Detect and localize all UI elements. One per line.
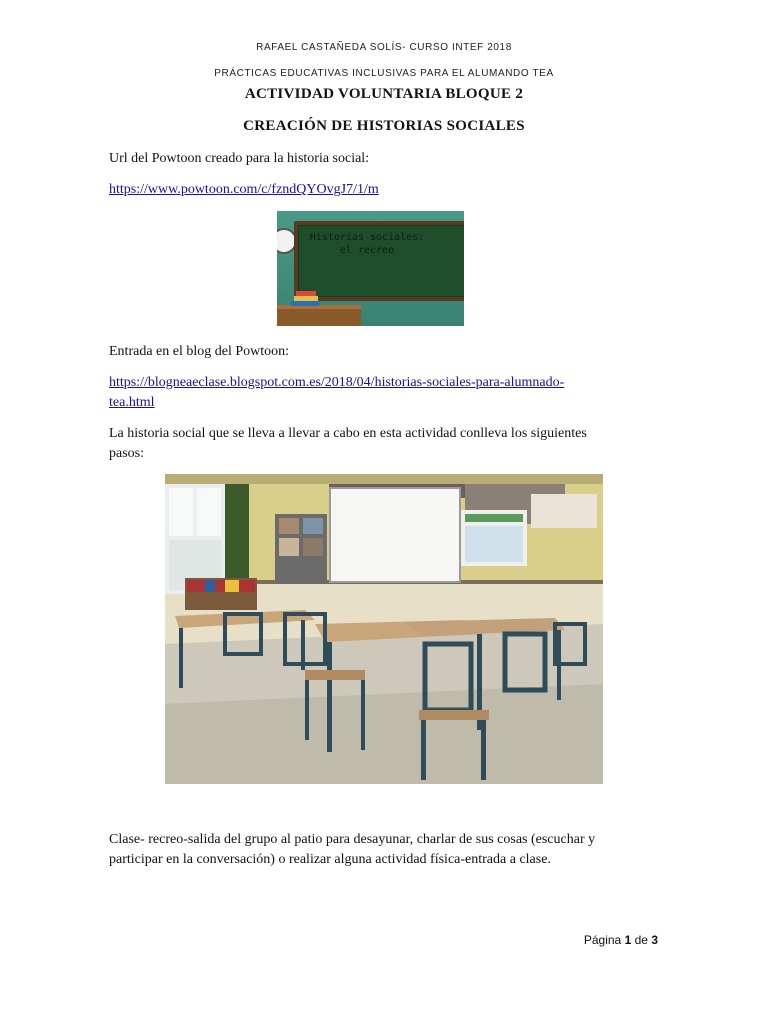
books-icon xyxy=(291,293,319,307)
topic-title: CREACIÓN DE HISTORIAS SOCIALES xyxy=(243,118,525,134)
powtoon-link[interactable]: https://www.powtoon.com/c/fzndQYOvgJ7/1/m xyxy=(109,182,379,197)
page-current: 1 xyxy=(624,933,632,947)
page-of: de xyxy=(634,933,648,947)
description-line2: participar en la conversación) o realizar alguna actividad física-entrada a clase. xyxy=(109,852,551,867)
chalkboard-text-line2: el recreo xyxy=(339,245,395,256)
page-label: Página xyxy=(583,933,622,947)
page-number xyxy=(584,933,658,947)
header-course-line: PRÁCTICAS EDUCATIVAS INCLUSIVAS PARA EL ALUMANDO TEA xyxy=(214,68,554,79)
classroom-illustration xyxy=(165,474,603,784)
steps-intro-line2: pasos: xyxy=(109,446,144,461)
blog-intro: Entrada en el blog del Powtoon: xyxy=(109,344,290,359)
powtoon-thumbnail[interactable] xyxy=(277,211,464,326)
description-line1: Clase- recreo-salida del grupo al patio para desayunar, charlar de sus cosas (escuchar y xyxy=(109,832,596,847)
activity-title: ACTIVIDAD VOLUNTARIA BLOQUE 2 xyxy=(244,86,524,102)
chalkboard-text-line1: Historias sociales: xyxy=(309,232,425,243)
blog-link-line1[interactable]: https://blogneaeclase.blogspot.com.es/2018/04/historias-sociales-para-alumnado- xyxy=(109,375,565,390)
header-author-line: RAFAEL CASTAÑEDA SOLÍS- CURSO INTEF 2018 xyxy=(256,42,512,53)
chalkboard-text xyxy=(307,231,427,257)
powtoon-intro: Url del Powtoon creado para la historia social: xyxy=(109,151,370,166)
blog-link-line2[interactable]: tea.html xyxy=(109,395,155,410)
page-total: 3 xyxy=(651,933,658,947)
classroom-photo xyxy=(165,474,603,784)
desk xyxy=(277,309,361,326)
steps-intro-line1: La historia social que se lleva a llevar a cabo en esta actividad conlleva los siguientes xyxy=(109,426,587,441)
